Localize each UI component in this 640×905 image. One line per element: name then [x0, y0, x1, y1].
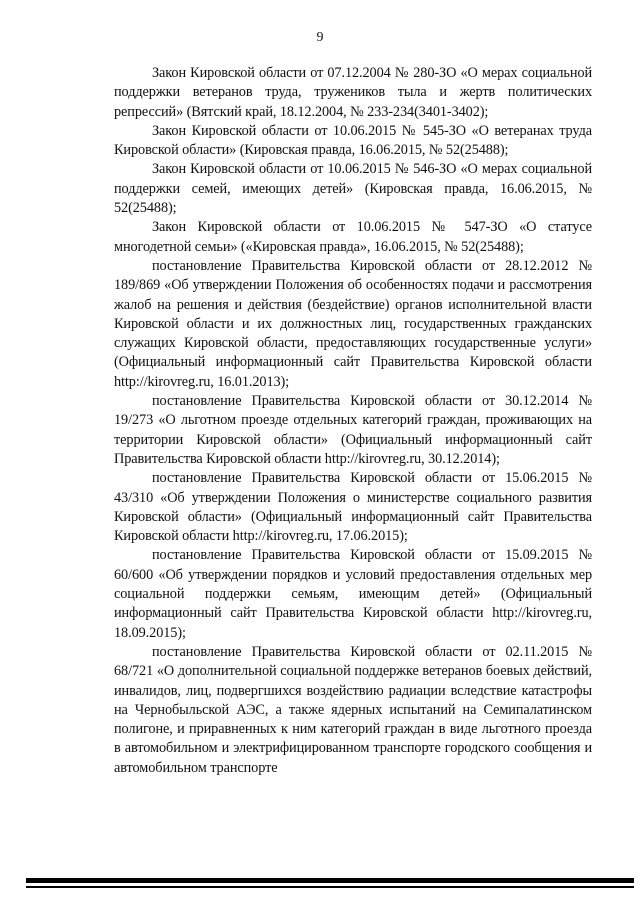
paragraph-resolution-60-600: постановление Правительства Кировской области от 15.09.2015 № 60/600 «Об утверждении порядков и условий предоставления отдельных мер социальной поддержки семьям, имеющим детей» (Официальный информационный сайт Правительства Кировской области http://kirovreg.ru, 18.09.2015);: [114, 547, 592, 641]
paragraph-law-280: Закон Кировской области от 07.12.2004 № 280-ЗО «О мерах социальной поддержки ветеранов труда, тружеников тыла и жертв политических репрессий» (Вятский край, 18.12.2004, № 233-234(3401-3402);: [114, 65, 592, 120]
footer-rule-thin: [26, 886, 634, 888]
paragraph-resolution-43-310: постановление Правительства Кировской области от 15.06.2015 № 43/310 «Об утверждении Положения о министерстве социального развития Кировской области» (Официальный информационный сайт Правительства Кировской области http://kirovreg.ru, 17.06.2015);: [114, 470, 592, 545]
page-number: 9: [316, 30, 324, 45]
paragraph-resolution-19-273: постановление Правительства Кировской области от 30.12.2014 № 19/273 «О льготном проезде отдельных категорий граждан, проживающих на территории Кировской области» (Официальный информационный сайт Правительства Кировской области http://kirovreg.ru, 30.12.2014);: [114, 393, 592, 467]
document-body: [114, 64, 592, 778]
paragraph-law-545: Закон Кировской области от 10.06.2015 № 545-ЗО «О ветеранах труда Кировской области» (Кировская правда, 16.06.2015, № 52(25488);: [114, 122, 592, 159]
paragraph-resolution-68-721: постановление Правительства Кировской области от 02.11.2015 № 68/721 «О дополнительной социальной поддержке ветеранов боевых действий, инвалидов, лиц, подвергшихся воздействию радиации вследствие катастрофы на Чернобыльской АЭС, а также ядерных испытаний на Семипалатинском полигоне, и приравненных к ним категорий граждан в виде льготного проезда в автомобильном и электрифицированном транспорте городского сообщения и автомобильном транспорте: [114, 643, 592, 776]
paragraph-law-547: Закон Кировской области от 10.06.2015 № 547-ЗО «О статусе многодетной семьи» («Кировская правда», 16.06.2015, № 52(25488);: [114, 219, 592, 255]
paragraph-resolution-189-869: постановление Правительства Кировской области от 28.12.2012 № 189/869 «Об утверждении Положения об особенностях подачи и рассмотрения жалоб на решения и действия (бездействие) органов исполнительной власти Кировской области и их должностных лиц, государственных гражданских служащих Кировской области, предоставляющих государственные услуги» (Официальный информационный сайт Правительства Кировской области http://kirovreg.ru, 16.01.2013);: [114, 257, 592, 390]
footer-rule-thick: [26, 878, 634, 883]
paragraph-law-546: Закон Кировской области от 10.06.2015 № 546-ЗО «О мерах социальной поддержки семей, имеющих детей» (Кировская правда, 16.06.2015, № 52(25488);: [114, 161, 592, 217]
